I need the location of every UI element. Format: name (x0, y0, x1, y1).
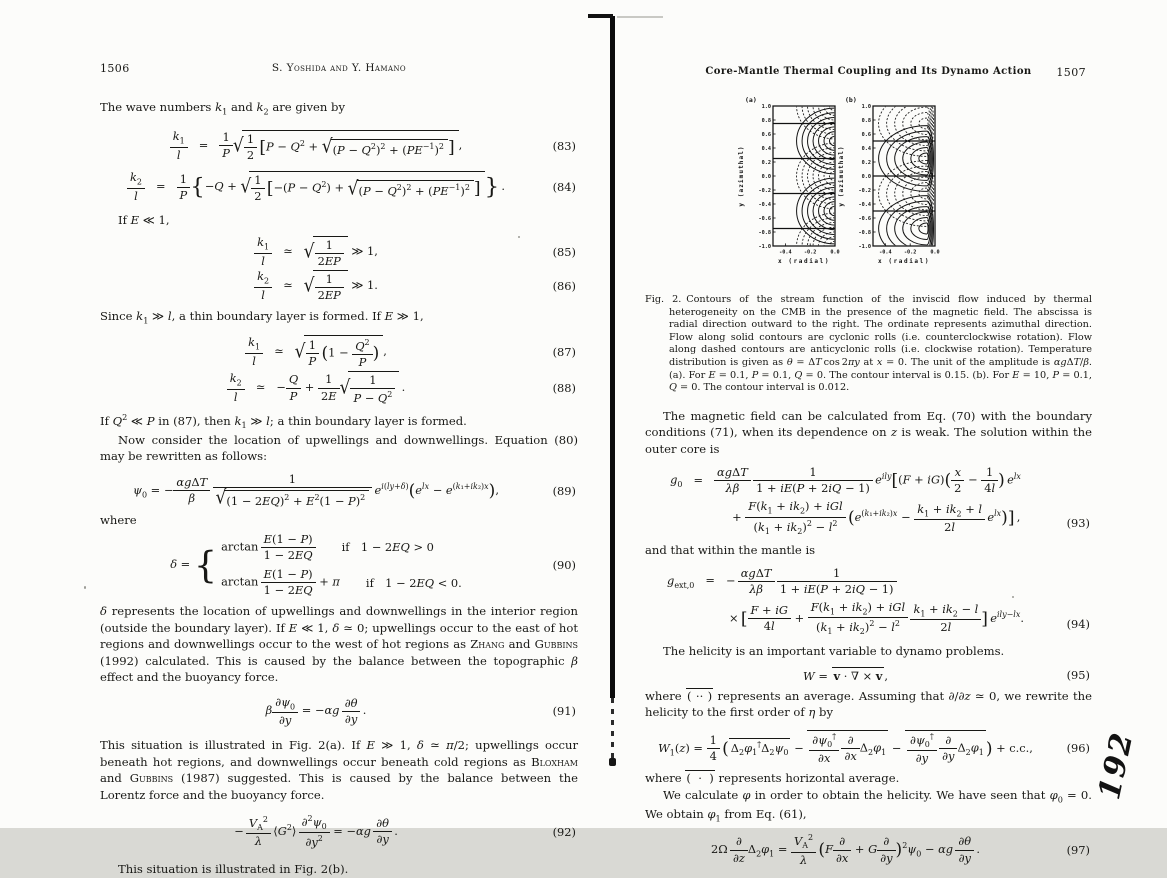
svg-text:-1.0: -1.0 (758, 243, 771, 250)
svg-text:0.0: 0.0 (830, 249, 840, 256)
running-head-left (100, 62, 578, 78)
paragraph-calculate-phi: We calculate φ in order to obtain the helicity. We have seen that $\varphi_0 = 0$. We obtain $\varphi_1$ from Eq. (61), (645, 787, 1092, 823)
page-gutter-line-tail (611, 698, 614, 762)
running-head-title: Core-Mantle Thermal Coupling and Its Dynamo Action (705, 66, 1032, 77)
contour-plot-a (733, 94, 845, 282)
paragraph-fig2a: This situation is illustrated in Fig. 2(a). If E ≫ 1, δ ≃ π/2; upwellings occur beneath hot regions, and downwellings occur beneath cold regions as Bloxham and Gubbins (1987) suggested. This is caused by the balance between the Lorentz force and the buoyancy force. (100, 738, 579, 802)
running-head-right (645, 66, 1092, 82)
svg-text:y (azimuthal): y (azimuthal) (838, 145, 845, 207)
svg-text:0.2: 0.2 (861, 159, 871, 166)
equation-92: − $\frac{V_A^2}{\lambda}$ $⟨G^2⟩$ $\frac{\partial^2\psi_0}{\partial y^2}$ = −αg $\frac{\partial\theta}{\partial y}$ . (92) (234, 813, 576, 849)
equation-number: (89) (552, 483, 576, 498)
svg-text:-1.0: -1.0 (858, 243, 871, 250)
running-head-authors: S. Yoshida and Y. Hamano (271, 62, 407, 74)
equation-95: W = v · ∇ × v , (95) (803, 667, 1090, 683)
equation-number: (83) (552, 138, 576, 153)
svg-text:0.6: 0.6 (761, 131, 771, 138)
equation-83: $\frac{k_1}{l}$ = $\frac{1}{P}$ √ $\frac{1}{2}$ [$P - Q^2 + √(P - Q^2)^2 + (PE^{-1})^2$ ] , (83) (100, 130, 578, 162)
equation-91: β $\frac{\partial\psi_0}{\partial y}$ = −αg $\frac{\partial\theta}{\partial y}$ . (91) (265, 694, 576, 728)
page-number-left: 1506 (100, 62, 130, 75)
svg-text:-0.2: -0.2 (758, 187, 771, 194)
svg-text:1.0: 1.0 (861, 103, 871, 110)
page-gutter-line (610, 16, 615, 698)
svg-text:-0.2: -0.2 (803, 249, 817, 256)
figure-2 (645, 94, 1092, 290)
left-page (100, 62, 578, 878)
svg-text:0.2: 0.2 (761, 159, 771, 166)
svg-text:-0.6: -0.6 (758, 215, 771, 222)
svg-text:(a): (a) (745, 96, 757, 104)
equation-number: (85) (552, 244, 576, 259)
svg-text:0.0: 0.0 (930, 249, 940, 256)
equation-93: $g_0$ = αgΔT λβ $\frac{1}{1 + iE(P + 2iQ - 1)}$ $e^{ily}[(F + iG)$( $\frac{x}{2}$ − $\frac{1}{4l}$ ) $e^{lx}$ + $F(k_1 + ik_2)$ + iGl $(k_1 + ik_2)^2 - l^2$ ($e^{(k_1+ik_2)x}$ − $\frac{k_1 + ik_2 + l}{2l}$ $e^{lx}$)] , (93) (670, 465, 1090, 536)
equation-number: (86) (552, 279, 576, 294)
svg-text:0.4: 0.4 (761, 145, 771, 152)
svg-text:-0.2: -0.2 (903, 249, 917, 256)
equation-number: (90) (552, 558, 576, 573)
handwritten-page-mark: 192 (1092, 728, 1141, 803)
equation-number: (87) (552, 345, 576, 360)
gutter-tick-right (617, 16, 663, 18)
paragraph-magnetic-field: The magnetic field can be calculated from Eq. (70) with the boundary conditions (71), when its dependence on z is weak. The solution within the outer core is (645, 408, 1092, 456)
svg-text:(b): (b) (845, 96, 857, 104)
svg-text:0.6: 0.6 (861, 131, 871, 138)
svg-text:-0.4: -0.4 (758, 201, 771, 208)
paragraph-since-k1: Since $k_1$ ≫ l, a thin boundary layer is formed. If E ≫ 1, (100, 309, 424, 326)
gutter-tick-left (588, 14, 613, 18)
paragraph-now-consider: Now consider the location of upwellings and downwellings. Equation (80) may be rewritten as follows: (100, 432, 578, 464)
equation-number: (95) (1066, 667, 1090, 682)
figure-caption (645, 294, 1092, 395)
paragraph-within-mantle: and that within the mantle is (645, 543, 816, 558)
right-page (645, 66, 1092, 876)
equation-96: $W_1(z)$ = $\frac{1}{4}$ ( $\Delta_2\varphi_1^\dagger\Delta_2\psi_0$ − $\frac{\partial\psi_0^\dagger}{\partial x}$ ∂ ∂x $\Delta_2\varphi_1$ − $\frac{\partial\psi_0^\dagger}{\partial y}$ ∂ ∂y $\Delta_2\varphi_1$ ) + c.c., (96) (658, 731, 1090, 766)
svg-text:-0.6: -0.6 (858, 215, 871, 222)
equation-number: (88) (552, 381, 576, 396)
svg-text:y (azimuthal): y (azimuthal) (738, 145, 745, 207)
svg-text:-0.4: -0.4 (779, 249, 792, 256)
equation-number: (92) (552, 824, 576, 839)
paragraph-if-e-small: If E ≪ 1, (118, 213, 170, 228)
equation-number: (93) (1066, 516, 1090, 531)
equation-number: (96) (1066, 740, 1090, 755)
paragraph-helicity: The helicity is an important variable to dynamo problems. (663, 643, 1005, 658)
equation-88: $\frac{k_2}{l}$ ≃ − $\frac{Q}{P}$ + $\frac{1}{2E}$ √ $\frac{1}{P - Q^2}$ . (88) (100, 371, 578, 405)
paragraph-wave-numbers: The wave numbers $k_1$ and $k_2$ are given by (100, 100, 346, 117)
scan-speck (84, 586, 86, 589)
equation-85: $\frac{k_1}{l}$ ≃ √ $\frac{1}{2EP}$ ≫ 1, (85) (100, 236, 578, 268)
equation-86: $\frac{k_2}{l}$ ≃ √ $\frac{1}{2EP}$ ≫ 1. (86) (100, 270, 578, 302)
equation-97: 2Ω ∂ ∂z $\Delta_2\varphi_1$ = $\frac{V_A^2}{\lambda}$ (F ∂ ∂x + G ∂ ∂y )$^2\psi_0 - \alpha g$ $\frac{\partial\theta}{\partial y}$ . (97) (710, 833, 1090, 867)
svg-text:-0.8: -0.8 (858, 229, 871, 236)
svg-text:0.4: 0.4 (861, 145, 871, 152)
gutter-ink-blob (609, 758, 616, 766)
paragraph-where: where (100, 513, 137, 528)
svg-text:x (radial): x (radial) (777, 258, 831, 265)
paragraph-delta-represents: δ represents the location of upwellings and downwellings in the interior region (outside the boundary layer). If E ≪ 1, δ ≃ 0; upwellings occur to the east of hot regions and downwellings occur to the west of hot regions as Zhang and Gubbins (1992) calculated. This is caused by the balance between the topographic β effect and the buoyancy force. (100, 604, 578, 685)
paragraph-where-average: where ( ·· ) represents an average. Assuming that ∂/∂z ≃ 0, we rewrite the helicity to the first order of η by (645, 688, 1093, 720)
contour-plot-b (833, 94, 945, 282)
svg-text:-0.2: -0.2 (858, 187, 871, 194)
contour-panel-svg (733, 94, 845, 278)
figure-caption-text: Contours of the stream function of the inviscid flow induced by thermal heterogeneity on the CMB in the presence of the magnetic field. The abscissa is radial direction outward to the right. The ordinate represents azimuthal direction. Flow along solid contours are cyclonic rolls (i.e. counterclockwise rotation). Flow along dashed contours are anticyclonic rolls (i.e. clockwise rotation). Temperature distribution is given as θ = ΔT cos 2πy at x = 0. The unit of the amplitude is αgΔT/β. (a). For E = 0.1, P = 0.1, Q = 0. The contour interval is 0.15. (b). For E = 10, P = 0.1, Q = 0. The contour interval is 0.012. (669, 294, 1093, 394)
svg-text:-0.4: -0.4 (879, 249, 892, 256)
equation-84: $\frac{k_2}{l}$ = $\frac{1}{P}$ {−Q + √ $\frac{1}{2}$ [$-(P - Q^2) + √(P - Q^2)^2 + (PE^{-1})^2$ ] } . (84) (100, 171, 578, 203)
contour-panel-svg (833, 94, 945, 278)
svg-text:-0.4: -0.4 (858, 201, 871, 208)
equation-87: $\frac{k_1}{l}$ ≃ √ $\frac{1}{P}$ (1 − $\frac{Q^2}{P}$ ) , (87) (100, 335, 578, 369)
svg-text:0.8: 0.8 (761, 117, 771, 124)
equation-number: (91) (552, 704, 576, 719)
equation-number: (97) (1066, 843, 1090, 858)
svg-text:1.0: 1.0 (761, 103, 771, 110)
equation-94: $g_{ext,0}$ = − αgΔT λβ $\frac{1}{1 + iE(P + 2iQ - 1)}$ × [ $\frac{F + iG}{4l}$ + $F(k_1 + ik_2)$ + iGl $(k_1 + ik_2)^2 - l^2$ $\frac{k_1 + ik_2 - l}{2l}$ ] $e^{ily-lx}$. (94) (667, 565, 1090, 637)
equation-90: δ = { arctan $\frac{E(1 - P)}{1 - 2EQ}$ if 1 − 2EQ > 0 arctan $\frac{E(1 - P)}{1 - 2EQ}$ + π if 1 − 2EQ < 0. (90) (170, 531, 576, 598)
svg-text:0.0: 0.0 (861, 173, 871, 180)
svg-text:0.0: 0.0 (761, 173, 771, 180)
svg-text:0.8: 0.8 (861, 117, 871, 124)
figure-label: Fig. 2. (645, 294, 682, 305)
paragraph-where-horizontal-average: where ( · ) represents horizontal average. (645, 771, 900, 786)
svg-text:x (radial): x (radial) (877, 258, 931, 265)
page-number-right: 1507 (1056, 66, 1086, 79)
equation-89: $\psi_0$ = − αgΔT β $\frac{1}{√(1 - 2EQ)^2 + E^2(1 - P)^2}$ $e^{i(ly+\delta)}(e^{lx} - e^{(k_1+ik_2)x})$, (89) (133, 471, 576, 509)
equation-number: (94) (1066, 616, 1090, 631)
paragraph-if-q2: If $Q^2$ ≪ P in (87), then $k_1$ ≫ l; a thin boundary layer is formed. (100, 412, 467, 431)
equation-number: (84) (552, 180, 576, 195)
svg-text:-0.8: -0.8 (758, 229, 771, 236)
paragraph-fig2b: This situation is illustrated in Fig. 2(b). (118, 862, 349, 877)
